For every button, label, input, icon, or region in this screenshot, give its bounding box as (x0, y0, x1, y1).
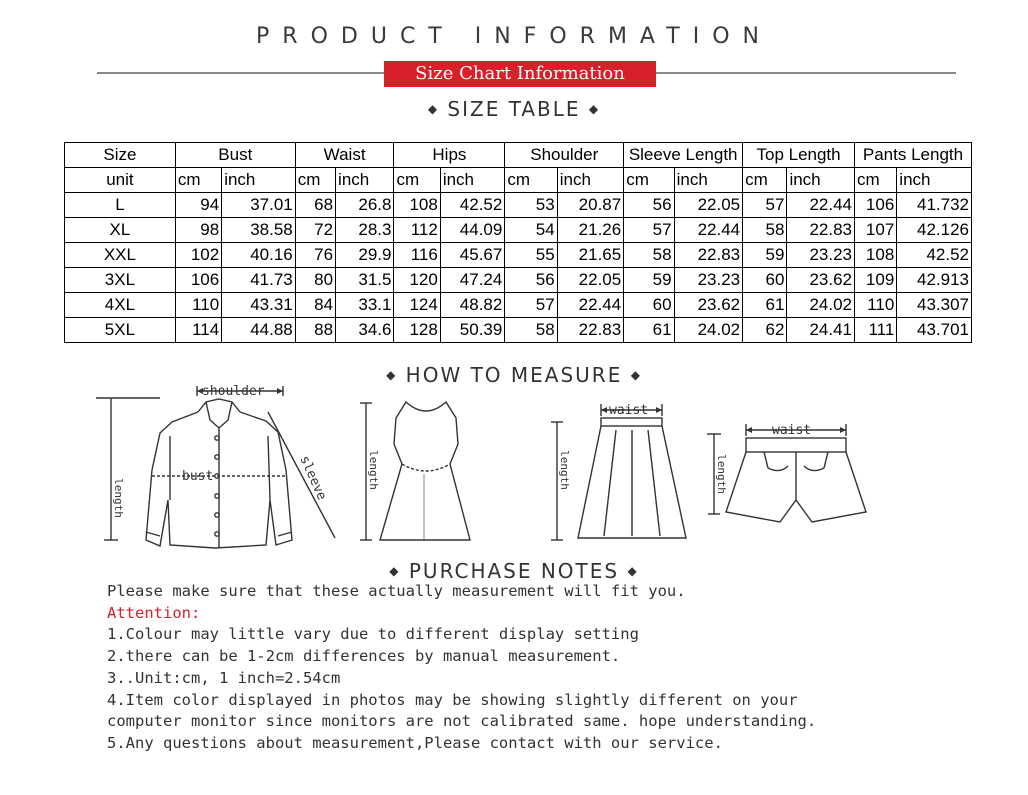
value-cell: 24.02 (787, 293, 855, 318)
value-cell: 60 (743, 268, 787, 293)
value-cell: 107 (854, 218, 896, 243)
unit-inch: inch (897, 168, 972, 193)
value-cell: 53 (505, 193, 557, 218)
value-cell: 22.44 (674, 218, 743, 243)
page-title: PRODUCT INFORMATION (256, 24, 772, 49)
value-cell: 56 (624, 193, 674, 218)
value-cell: 59 (743, 243, 787, 268)
skirt-waist-label: waist (609, 403, 649, 418)
unit-cm: cm (743, 168, 787, 193)
value-cell: 48.82 (440, 293, 505, 318)
value-cell: 58 (624, 243, 674, 268)
sleeve-label: sleeve (296, 453, 330, 503)
value-cell: 22.44 (787, 193, 855, 218)
measure-heading: ◆ HOW TO MEASURE ◆ (386, 363, 642, 387)
size-cell: XXL (65, 243, 176, 268)
shorts-diagram (707, 424, 866, 522)
value-cell: 61 (743, 293, 787, 318)
value-cell: 31.5 (336, 268, 394, 293)
value-cell: 22.05 (674, 193, 743, 218)
note-item: computer monitor since monitors are not calibrated same. hope understanding. (107, 712, 817, 731)
value-cell: 109 (854, 268, 896, 293)
note-item: 1.Colour may little vary due to different display setting (107, 625, 639, 644)
value-cell: 23.62 (674, 293, 743, 318)
value-cell: 44.09 (440, 218, 505, 243)
column-header: Bust (175, 143, 295, 168)
value-cell: 40.16 (222, 243, 296, 268)
value-cell: 116 (394, 243, 440, 268)
unit-header: unit (65, 168, 176, 193)
dress-length-label: length (367, 450, 380, 490)
notes-intro: Please make sure that these actually measurement will fit you. (107, 582, 686, 600)
value-cell: 23.23 (674, 268, 743, 293)
value-cell: 57 (743, 193, 787, 218)
value-cell: 21.26 (557, 218, 624, 243)
value-cell: 61 (624, 318, 674, 343)
value-cell: 28.3 (336, 218, 394, 243)
unit-inch: inch (787, 168, 855, 193)
bust-label: bust (182, 469, 214, 484)
notes-attention: Attention: (107, 603, 201, 622)
shoulder-label: shoulder (202, 384, 265, 399)
value-cell: 24.41 (787, 318, 855, 343)
measure-heading-text: HOW TO MEASURE (405, 363, 623, 387)
value-cell: 41.732 (897, 193, 972, 218)
value-cell: 42.52 (440, 193, 505, 218)
value-cell: 80 (295, 268, 335, 293)
skirt-length-label: length (558, 450, 571, 490)
size-cell: 3XL (65, 268, 176, 293)
unit-inch: inch (336, 168, 394, 193)
value-cell: 43.31 (222, 293, 296, 318)
unit-cm: cm (175, 168, 221, 193)
value-cell: 22.44 (557, 293, 624, 318)
unit-inch: inch (222, 168, 296, 193)
value-cell: 57 (624, 218, 674, 243)
value-cell: 50.39 (440, 318, 505, 343)
value-cell: 33.1 (336, 293, 394, 318)
column-header: Hips (394, 143, 505, 168)
notes-heading: ◆ PURCHASE NOTES ◆ (389, 559, 639, 583)
value-cell: 38.58 (222, 218, 296, 243)
value-cell: 23.23 (787, 243, 855, 268)
value-cell: 94 (175, 193, 221, 218)
shorts-waist-label: waist (772, 423, 812, 438)
note-item: 5.Any questions about measurement,Please contact with our service. (107, 733, 723, 752)
purchase-notes (107, 581, 1007, 755)
value-cell: 120 (394, 268, 440, 293)
size-header: Size (65, 143, 176, 168)
value-cell: 26.8 (336, 193, 394, 218)
value-cell: 68 (295, 193, 335, 218)
value-cell: 42.52 (897, 243, 972, 268)
value-cell: 29.9 (336, 243, 394, 268)
value-cell: 114 (175, 318, 221, 343)
value-cell: 42.126 (897, 218, 972, 243)
unit-inch: inch (674, 168, 743, 193)
note-item: 4.Item color displayed in photos may be showing slightly different on your (107, 690, 798, 709)
size-cell: 4XL (65, 293, 176, 318)
notes-heading-text: PURCHASE NOTES (408, 559, 620, 583)
value-cell: 22.83 (557, 318, 624, 343)
unit-inch: inch (557, 168, 624, 193)
column-header: Sleeve Length (624, 143, 743, 168)
value-cell: 88 (295, 318, 335, 343)
column-header: Top Length (743, 143, 855, 168)
value-cell: 106 (854, 193, 896, 218)
value-cell: 43.701 (897, 318, 972, 343)
value-cell: 45.67 (440, 243, 505, 268)
value-cell: 102 (175, 243, 221, 268)
value-cell: 43.307 (897, 293, 972, 318)
value-cell: 98 (175, 218, 221, 243)
unit-cm: cm (624, 168, 674, 193)
value-cell: 55 (505, 243, 557, 268)
value-cell: 24.02 (674, 318, 743, 343)
value-cell: 44.88 (222, 318, 296, 343)
value-cell: 34.6 (336, 318, 394, 343)
column-header: Waist (295, 143, 394, 168)
value-cell: 21.65 (557, 243, 624, 268)
value-cell: 54 (505, 218, 557, 243)
value-cell: 128 (394, 318, 440, 343)
size-table-heading-text: SIZE TABLE (447, 97, 581, 121)
value-cell: 58 (743, 218, 787, 243)
value-cell: 42.913 (897, 268, 972, 293)
value-cell: 112 (394, 218, 440, 243)
value-cell: 76 (295, 243, 335, 268)
size-table-heading: ◆ SIZE TABLE ◆ (427, 97, 601, 121)
value-cell: 57 (505, 293, 557, 318)
value-cell: 108 (854, 243, 896, 268)
value-cell: 110 (854, 293, 896, 318)
value-cell: 84 (295, 293, 335, 318)
size-cell: 5XL (65, 318, 176, 343)
shirt-length-label: length (112, 478, 125, 518)
value-cell: 41.73 (222, 268, 296, 293)
value-cell: 22.83 (787, 218, 855, 243)
shorts-length-label: length (715, 454, 728, 494)
note-item: 3..Unit:cm, 1 inch=2.54cm (107, 668, 341, 687)
value-cell: 72 (295, 218, 335, 243)
value-cell: 47.24 (440, 268, 505, 293)
note-item: 2.there can be 1-2cm differences by manual measurement. (107, 647, 621, 666)
value-cell: 20.87 (557, 193, 624, 218)
value-cell: 22.83 (674, 243, 743, 268)
value-cell: 60 (624, 293, 674, 318)
unit-cm: cm (394, 168, 440, 193)
column-header: Pants Length (854, 143, 971, 168)
unit-cm: cm (505, 168, 557, 193)
unit-cm: cm (854, 168, 896, 193)
value-cell: 59 (624, 268, 674, 293)
value-cell: 108 (394, 193, 440, 218)
value-cell: 124 (394, 293, 440, 318)
size-cell: XL (65, 218, 176, 243)
value-cell: 23.62 (787, 268, 855, 293)
value-cell: 106 (175, 268, 221, 293)
value-cell: 22.05 (557, 268, 624, 293)
value-cell: 111 (854, 318, 896, 343)
unit-inch: inch (440, 168, 505, 193)
column-header: Shoulder (505, 143, 624, 168)
unit-cm: cm (295, 168, 335, 193)
value-cell: 62 (743, 318, 787, 343)
shirt-diagram (96, 386, 335, 548)
size-chart-badge: Size Chart Information (384, 61, 656, 87)
value-cell: 58 (505, 318, 557, 343)
size-cell: L (65, 193, 176, 218)
value-cell: 56 (505, 268, 557, 293)
value-cell: 37.01 (222, 193, 296, 218)
value-cell: 110 (175, 293, 221, 318)
